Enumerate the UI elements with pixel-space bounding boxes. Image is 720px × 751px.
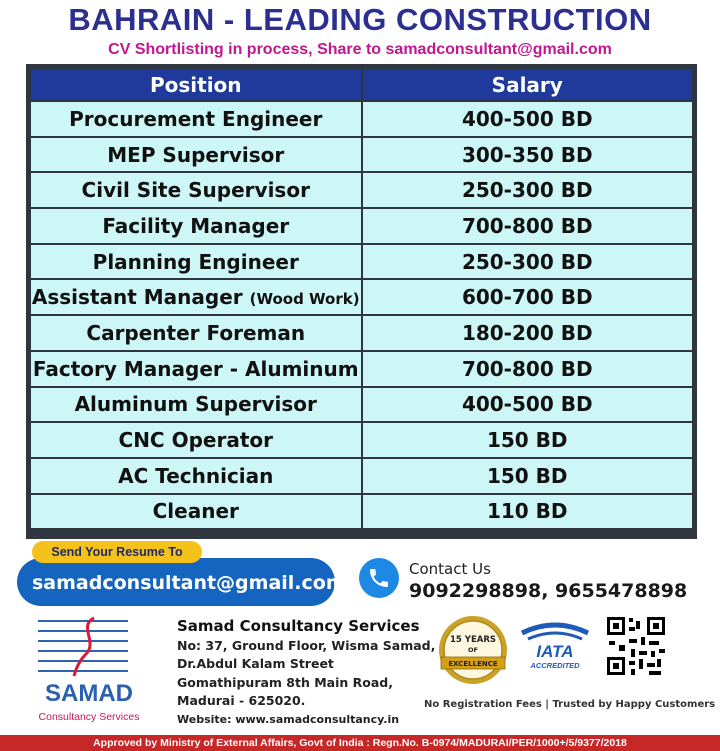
position-text: Aluminum Supervisor	[74, 392, 317, 417]
position-cell	[31, 316, 361, 350]
position-cell	[31, 245, 361, 279]
table-row	[31, 209, 692, 243]
excellence-badge	[437, 614, 509, 686]
table-row	[31, 388, 692, 422]
position-text: Procurement Engineer	[69, 106, 323, 131]
position-cell	[31, 352, 361, 386]
page-subtitle: CV Shortlisting in process, Share to samadconsultant@gmail.com	[108, 41, 612, 58]
contact-phone-numbers[interactable]: 9092298898, 9655478898	[409, 580, 688, 602]
position-text: Facility Manager	[102, 213, 290, 238]
position-cell	[31, 423, 361, 457]
table-row	[31, 423, 692, 457]
salary-cell: 700-800 BD	[363, 209, 693, 243]
position-cell	[31, 495, 361, 529]
position-cell	[31, 388, 361, 422]
badge-of: OF	[468, 646, 478, 654]
position-text: Cleaner	[152, 499, 239, 524]
salary-cell: 150 BD	[363, 423, 693, 457]
position-text: Factory Manager - Aluminum	[32, 356, 359, 381]
resume-email-link[interactable]: samadconsultant@gmail.com	[17, 558, 335, 606]
page-title: BAHRAIN - LEADING CONSTRUCTION	[68, 2, 652, 37]
table-row	[31, 245, 692, 279]
samad-logo	[34, 616, 146, 726]
position-cell	[31, 209, 361, 243]
table-row	[31, 280, 692, 314]
position-text: Civil Site Supervisor	[81, 178, 310, 203]
position-text: AC Technician	[118, 463, 274, 488]
salary-cell: 400-500 BD	[363, 388, 693, 422]
jobs-table-container	[26, 64, 697, 539]
position-text: Planning Engineer	[92, 249, 299, 274]
table-row	[31, 352, 692, 386]
send-resume-label: Send Your Resume To	[32, 541, 202, 563]
position-cell	[31, 102, 361, 136]
salary-cell: 110 BD	[363, 495, 693, 529]
iata-accredited: ACCREDITED	[530, 661, 580, 670]
position-text: Carpenter Foreman	[86, 320, 306, 345]
salary-cell: 300-350 BD	[363, 138, 693, 172]
badge-years: 15 YEARS	[450, 635, 496, 645]
jobs-table	[29, 67, 694, 530]
table-header-row	[31, 69, 692, 100]
address-line: Gomathipuram 8th Main Road,	[177, 675, 393, 690]
position-cell	[31, 138, 361, 172]
salary-cell: 250-300 BD	[363, 245, 693, 279]
position-text: CNC Operator	[118, 428, 273, 453]
iata-logo	[516, 619, 594, 671]
address-line: Dr.Abdul Kalam Street	[177, 656, 334, 671]
position-cell	[31, 280, 361, 314]
salary-cell: 180-200 BD	[363, 316, 693, 350]
iata-name: IATA	[536, 642, 574, 661]
address-line: No: 37, Ground Floor, Wisma Samad,	[177, 638, 436, 653]
table-row	[31, 173, 692, 207]
table-row	[31, 495, 692, 529]
logo-subtitle: Consultancy Services	[38, 711, 140, 723]
phone-icon	[359, 558, 399, 598]
logo-mark	[38, 616, 128, 678]
salary-cell: 150 BD	[363, 459, 693, 493]
table-row	[31, 138, 692, 172]
position-text: MEP Supervisor	[107, 142, 285, 167]
badge-excellence: EXCELLENCE	[448, 660, 498, 668]
salary-cell: 250-300 BD	[363, 173, 693, 207]
position-header: Position	[31, 69, 361, 100]
salary-cell: 700-800 BD	[363, 352, 693, 386]
position-note: (Wood Work)	[249, 290, 360, 309]
salary-cell: 600-700 BD	[363, 280, 693, 314]
address-line: Madurai - 625020.	[177, 693, 306, 708]
position-text: Assistant Manager	[31, 285, 243, 310]
table-row	[31, 316, 692, 350]
table-row	[31, 102, 692, 136]
position-cell	[31, 173, 361, 207]
salary-header: Salary	[363, 69, 693, 100]
website-link[interactable]: Website: www.samadconsultancy.in	[177, 713, 400, 726]
company-name: Samad Consultancy Services	[177, 617, 420, 635]
footer-approval-banner: Approved by Ministry of External Affairs, Govt of India : Regn.No. B-0974/MADURAI/PER/1000+/5/9377/2018	[0, 735, 720, 751]
position-cell	[31, 459, 361, 493]
qr-code[interactable]	[605, 615, 667, 677]
contact-label: Contact Us	[409, 560, 491, 578]
salary-cell: 400-500 BD	[363, 102, 693, 136]
table-row	[31, 459, 692, 493]
logo-name: SAMAD	[45, 680, 133, 707]
tagline: No Registration Fees | Trusted by Happy Customers	[424, 699, 716, 710]
